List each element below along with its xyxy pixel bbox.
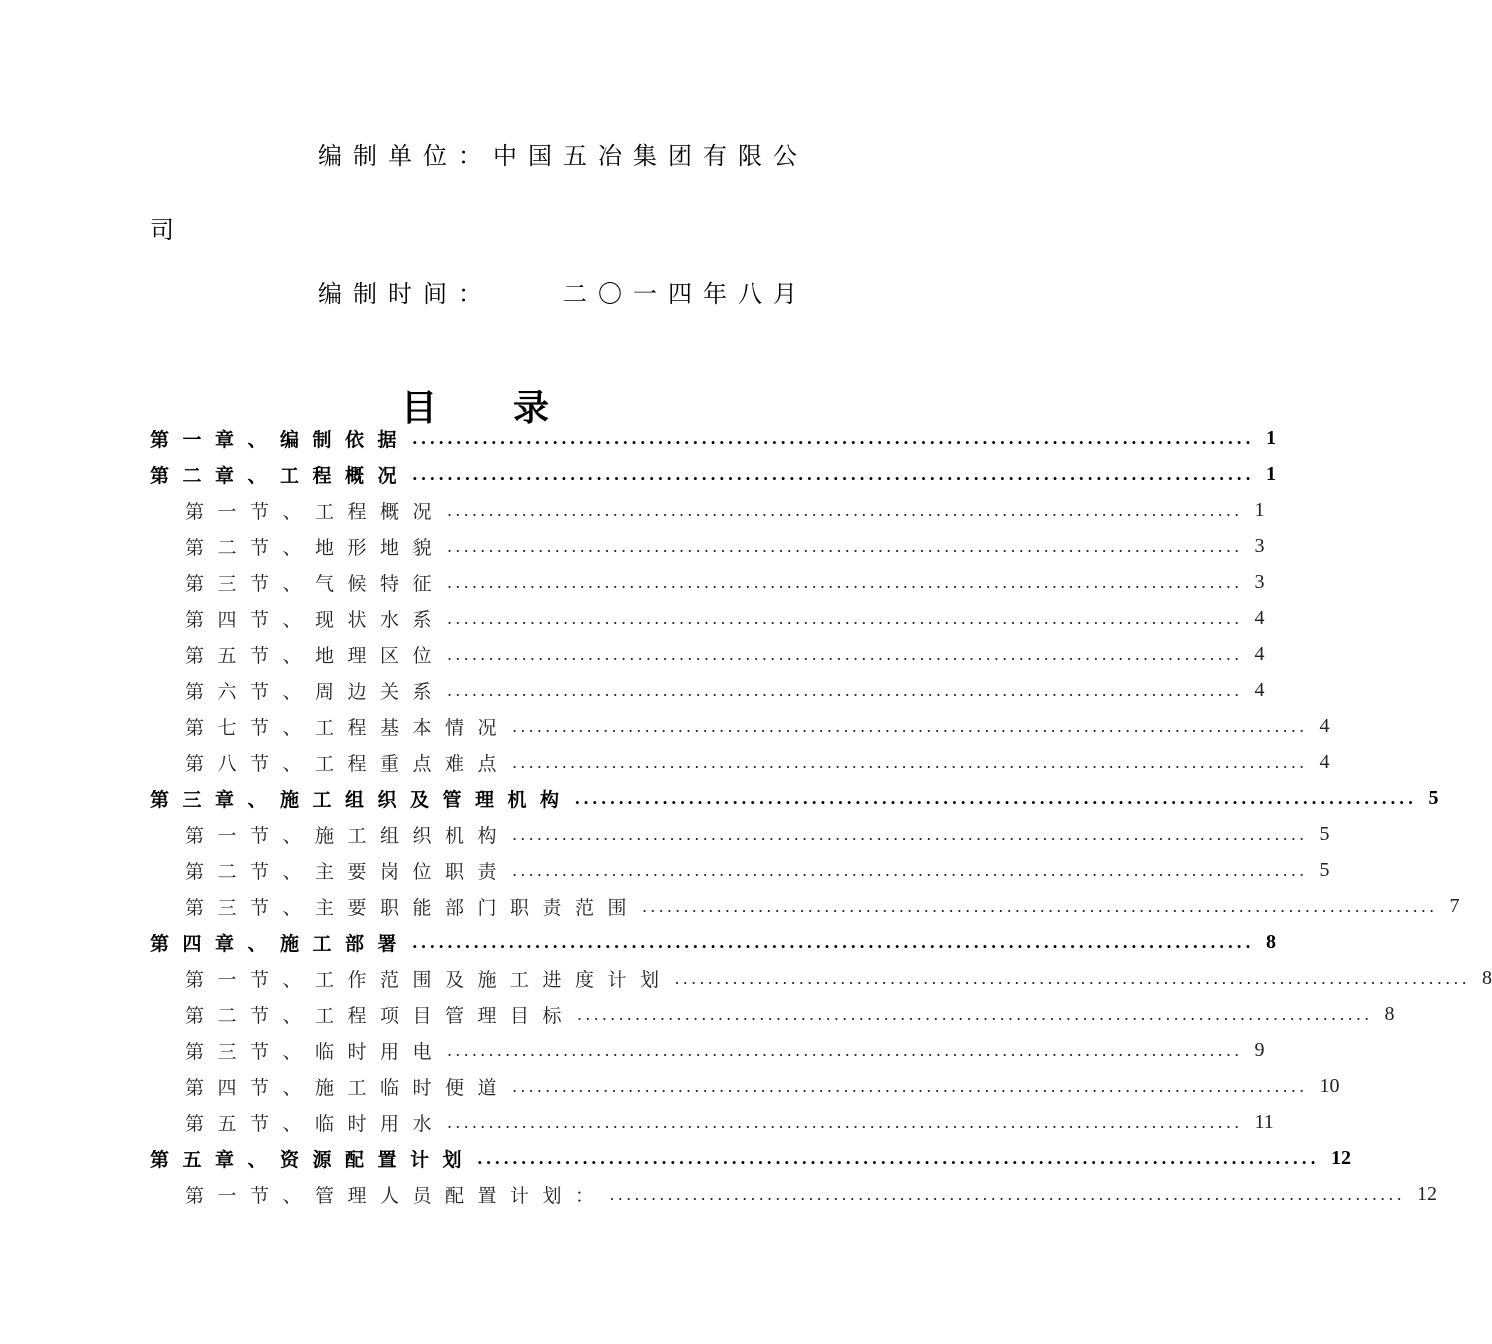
toc-entry-label: 第五节、临时用水 [185, 1112, 446, 1135]
toc-section-entry[interactable] [150, 1032, 1265, 1068]
toc-leader-dots: ................................................................................................ [447, 1112, 1243, 1132]
toc-section-entry[interactable] [150, 672, 1265, 708]
toc-leader-dots: ................................................................................................ [577, 1004, 1373, 1024]
toc-section-entry[interactable] [150, 1068, 1340, 1104]
toc-entry-label: 第二节、主要岗位职责 [185, 860, 511, 883]
toc-leader-dots: ................................................................................................ [512, 752, 1308, 772]
toc-section-entry[interactable] [150, 744, 1330, 780]
compiling-time-label: 编制时间： [318, 280, 493, 308]
compiling-unit-line [318, 136, 808, 171]
toc-leader-dots: ................................................................................................ [477, 1148, 1319, 1168]
toc-page-number: 3 [1254, 534, 1265, 557]
toc-section-entry[interactable] [150, 960, 1492, 996]
toc-page-number: 5 [1428, 786, 1439, 809]
compiling-time-value: 二〇一四年八月 [563, 280, 808, 308]
toc-entry-label: 第四节、现状水系 [185, 608, 446, 631]
toc-leader-dots: ................................................................................................ [447, 536, 1243, 556]
toc-title-part2: 录 [513, 387, 550, 429]
toc-chapter-entry[interactable] [150, 420, 1276, 456]
toc-chapter-entry[interactable] [150, 456, 1276, 492]
toc-section-entry[interactable] [150, 852, 1330, 888]
toc-page-number: 12 [1330, 1146, 1351, 1169]
toc-section-entry[interactable] [150, 1104, 1274, 1140]
toc-entry-label: 第五节、地理区位 [185, 644, 446, 667]
toc-section-entry[interactable] [150, 996, 1395, 1032]
toc-leader-dots: ................................................................................................ [642, 896, 1438, 916]
toc-entry-label: 第一节、工程概况 [185, 500, 446, 523]
toc-page-number: 12 [1416, 1182, 1437, 1205]
toc-entry-label: 第三节、气候特征 [185, 572, 446, 595]
toc-leader-dots: ................................................................................................ [447, 644, 1243, 664]
toc-entry-label: 第一节、管理人员配置计划： [185, 1184, 608, 1207]
toc-page-number: 8 [1384, 1002, 1395, 1025]
toc-page-number: 8 [1265, 930, 1276, 953]
toc-leader-dots: ................................................................................................ [412, 428, 1254, 448]
compiling-unit-value-wrap: 司 [150, 216, 174, 244]
toc-entry-label: 第三章、施工组织及管理机构 [150, 788, 573, 811]
toc-leader-dots: ................................................................................................ [447, 500, 1243, 520]
toc-entry-label: 第七节、工程基本情况 [185, 716, 511, 739]
toc-page-number: 5 [1319, 822, 1330, 845]
toc-title-part1: 目 [400, 387, 437, 429]
toc-entry-label: 第四章、施工部署 [150, 932, 411, 955]
toc-page-number: 4 [1254, 642, 1265, 665]
toc-leader-dots: ................................................................................................ [512, 1076, 1308, 1096]
toc-page-number: 1 [1254, 498, 1265, 521]
toc-page-number: 4 [1319, 714, 1330, 737]
toc-entry-label: 第二节、地形地貌 [185, 536, 446, 559]
toc-section-entry[interactable] [150, 708, 1330, 744]
toc-page-number: 9 [1254, 1038, 1265, 1061]
compiling-time-line [318, 274, 808, 309]
toc-entry-label: 第四节、施工临时便道 [185, 1076, 511, 1099]
toc-page-number: 8 [1481, 966, 1492, 989]
toc-section-entry[interactable] [150, 528, 1265, 564]
toc-section-entry[interactable] [150, 492, 1265, 528]
toc-leader-dots: ................................................................................................ [574, 788, 1417, 808]
toc-entry-label: 第三节、主要职能部门职责范围 [185, 896, 641, 919]
toc-entry-label: 第三节、临时用电 [185, 1040, 446, 1063]
toc-section-entry[interactable] [150, 816, 1330, 852]
toc-leader-dots: ................................................................................................ [447, 1040, 1243, 1060]
toc-page-number: 10 [1319, 1074, 1340, 1097]
toc-leader-dots: ................................................................................................ [447, 572, 1243, 592]
toc-chapter-entry[interactable] [150, 1140, 1351, 1176]
toc-page-number: 11 [1254, 1110, 1274, 1133]
toc-page-number: 4 [1319, 750, 1330, 773]
toc-entry-label: 第二章、工程概况 [150, 464, 411, 487]
toc-leader-dots: ................................................................................................ [609, 1184, 1405, 1204]
toc-entry-label: 第一章、编制依据 [150, 428, 411, 451]
compiling-unit-label: 编制单位： [318, 142, 493, 170]
toc-leader-dots: ................................................................................................ [512, 824, 1308, 844]
toc-section-entry[interactable] [150, 600, 1265, 636]
toc-section-entry[interactable] [150, 888, 1460, 924]
toc-leader-dots: ................................................................................................ [512, 716, 1308, 736]
compiling-unit-value: 中国五冶集团有限公 [493, 142, 808, 170]
toc-entry-label: 第二节、工程项目管理目标 [185, 1004, 576, 1027]
toc-page-number: 3 [1254, 570, 1265, 593]
toc-page-number: 1 [1265, 462, 1276, 485]
toc-page-number: 1 [1265, 426, 1276, 449]
toc-leader-dots: ................................................................................................ [412, 464, 1254, 484]
toc-page-number: 4 [1254, 678, 1265, 701]
toc-page-number: 4 [1254, 606, 1265, 629]
toc-entry-label: 第一节、工作范围及施工进度计划 [185, 968, 673, 991]
table-of-contents [150, 420, 1492, 1212]
toc-entry-label: 第一节、施工组织机构 [185, 824, 511, 847]
toc-leader-dots: ................................................................................................ [674, 968, 1470, 988]
toc-entry-label: 第六节、周边关系 [185, 680, 446, 703]
toc-entry-label: 第八节、工程重点难点 [185, 752, 511, 775]
toc-chapter-entry[interactable] [150, 780, 1439, 816]
toc-entry-label: 第五章、资源配置计划 [150, 1148, 476, 1171]
toc-page-number: 5 [1319, 858, 1330, 881]
toc-section-entry[interactable] [150, 564, 1265, 600]
toc-chapter-entry[interactable] [150, 924, 1276, 960]
toc-leader-dots: ................................................................................................ [412, 932, 1254, 952]
toc-leader-dots: ................................................................................................ [512, 860, 1308, 880]
toc-section-entry[interactable] [150, 636, 1265, 672]
toc-leader-dots: ................................................................................................ [447, 608, 1243, 628]
toc-section-entry[interactable] [150, 1176, 1437, 1212]
toc-page-number: 7 [1449, 894, 1460, 917]
toc-leader-dots: ................................................................................................ [447, 680, 1243, 700]
